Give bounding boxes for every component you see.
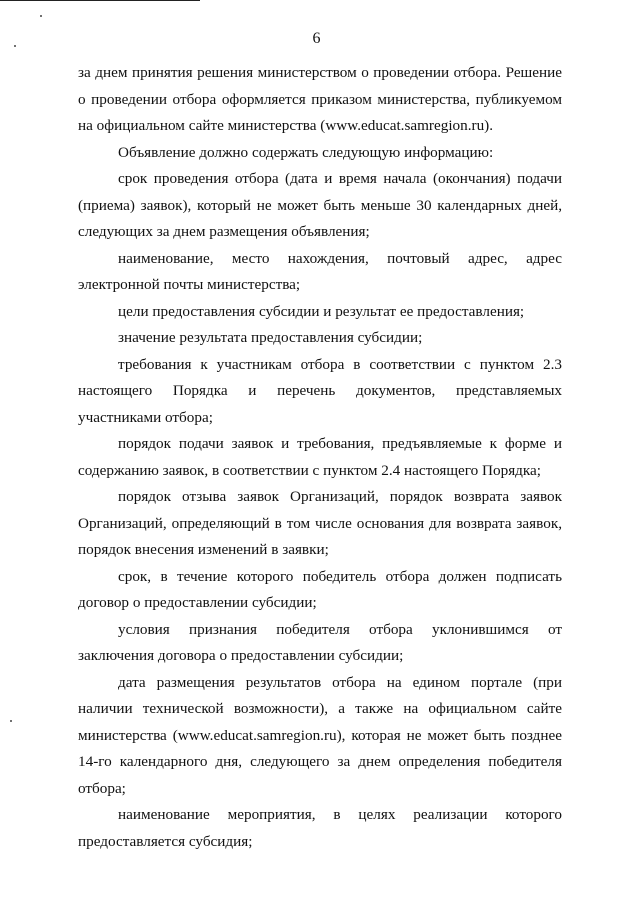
- page-number: 6: [312, 30, 321, 47]
- paragraph: наименование, место нахождения, почтовый адрес, адрес электронной почты министерства;: [78, 249, 562, 293]
- paragraph: срок, в течение которого победитель отбора должен подписать договор о предоставлении субсидии;: [78, 567, 562, 611]
- scan-speck: [40, 15, 42, 17]
- scan-speck: [10, 720, 12, 722]
- paragraph: цели предоставления субсидии и результат ее предоставления;: [118, 302, 525, 320]
- paragraph: порядок отзыва заявок Организаций, порядок возврата заявок Организаций, определяющий в том числе основания для возврата заявок, порядок внесения изменений в заявки;: [78, 488, 562, 558]
- paragraph: за днем принятия решения министерством о проведении отбора. Решение о проведении отбора оформляется приказом министерства, публикуемом на официальном сайте министерства (www.educat.samregion.ru).: [78, 64, 562, 134]
- paragraph: дата размещения результатов отбора на едином портале (при наличии технической возможности), а также на официальном сайте министерства (www.educat.samregion.ru), которая не может быть позднее 14-го календарного дня, следующего за днем определения победителя отбора;: [78, 673, 562, 797]
- paragraph: условия признания победителя отбора уклонившимся от заключения договора о предоставлении субсидии;: [78, 620, 562, 664]
- document-body: [78, 60, 562, 855]
- paragraph: Объявление должно содержать следующую информацию:: [118, 143, 494, 161]
- paragraph: значение результата предоставления субсидии;: [118, 329, 423, 346]
- paragraph: наименование мероприятия, в целях реализации которого предоставляется субсидия;: [78, 806, 562, 850]
- paragraph: порядок подачи заявок и требования, предъявляемые к форме и содержанию заявок, в соответствии с пунктом 2.4 настоящего Порядка;: [78, 435, 562, 479]
- paragraph: срок проведения отбора (дата и время начала (окончания) подачи (приема) заявок), который не может быть меньше 30 календарных дней, следующих за днем размещения объявления;: [78, 170, 562, 240]
- paragraph: требования к участникам отбора в соответствии с пунктом 2.3 настоящего Порядка и перечень документов, представляемых участниками отбора;: [78, 355, 562, 426]
- scan-edge-line: [0, 0, 200, 1]
